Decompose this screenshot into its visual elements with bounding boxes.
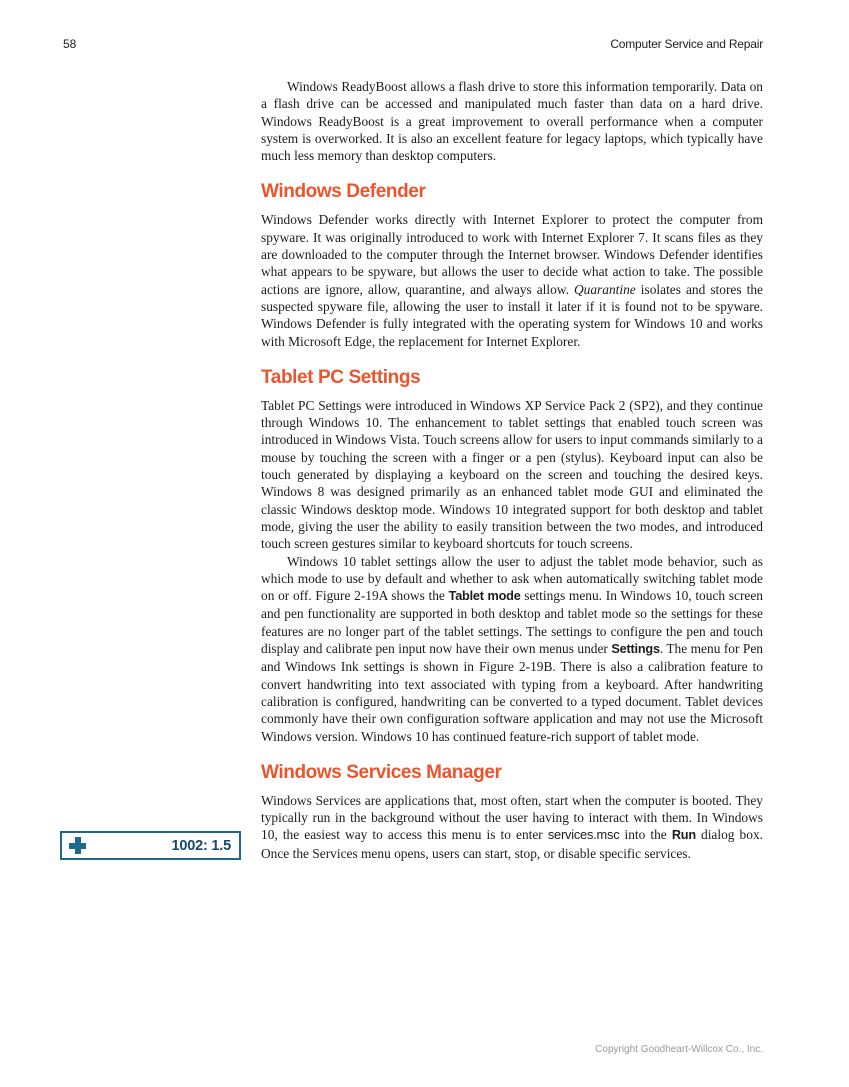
heading-windows-services-manager: Windows Services Manager: [261, 761, 502, 783]
paragraph-windows-defender: Windows Defender works directly with Internet Explorer to protect the computer from spyware. It was originally introduced to work with Internet Explorer 7. It scans files as they are downloaded to the computer through the Internet browser. Windows Defender identifies what appears to be spyware, but allows the user to decide what action to take. The possible actions are ignore, allow, quarantine, and always allow. Quarantine isolates and stores the suspected spyware file, allowing the user to install it later if it is found not to be spyware. Windows Defender is fully integrated with the operating system for Windows 10 and works with Microsoft Edge, the replacement for Internet Explorer.: [261, 212, 763, 349]
heading-tablet-pc-settings: Tablet PC Settings: [261, 366, 421, 388]
paragraph-tablet-settings-1: Tablet PC Settings were introduced in Windows XP Service Pack 2 (SP2), and they continue through Windows 10. The enhancement to tablet settings that enabled touch screen was introduced in Windows Vista. Touch screens allow for users to input commands similarly to a mouse by touching the screen with a finger or a pen (stylus). Keyboard input can also be touch generated by displaying a keyboard on the screen and touching the desired keys. Windows 8 was designed primarily as an enhanced tablet mode GUI and eliminated the classic Windows desktop mode. Windows 10 integrated support for both desktop and tablet mode, giving the user the ability to easily transition between the two modes, and introduced touch screen gestures similar to keyboard shortcuts for touch screens.: [261, 397, 763, 552]
running-head: Computer Service and Repair: [610, 37, 763, 51]
certification-objective-label: 1002: 1.5: [171, 837, 231, 854]
plus-icon: [69, 837, 86, 854]
heading-windows-defender: Windows Defender: [261, 181, 426, 203]
copyright-footer: Copyright Goodheart-Willcox Co., Inc.: [595, 1044, 763, 1055]
paragraph-tablet-settings-2: Windows 10 tablet settings allow the user to adjust the tablet mode behavior, such as which mode to use by default and whether to ask when automatically switching tablet mode on or off. Figure 2-19A shows the Tablet mode settings menu. In Windows 10, touch screen and pen functionality are supported in both desktop and tablet mode so the settings for these features are no longer part of the tablet settings. The settings to configure the pen and touch display and calibrate pen input now have their own menus under Settings. The menu for Pen and Windows Ink settings is shown in Figure 2-19B. There is also a calibration feature to convert handwriting into text associated with typing from a keyboard. After handwriting calibration is configured, handwriting can be converted to a typed document. Tablet devices commonly have their own configuration software application and may not use the Microsoft Windows version. Windows 10 has continued feature-rich support of tablet mode.: [261, 553, 764, 744]
main-text-column: [261, 78, 763, 862]
page-number: 58: [63, 37, 77, 51]
paragraph-readyboost: Windows ReadyBoost allows a flash drive to store this information temporarily. Data on a flash drive can be accessed and manipulated much faster than data on a hard drive. Windows ReadyBoost is a great improvement to overall performance when a computer system is overworked. It is also an excellent feature for legacy laptops, which typically have much less memory than desktop computers.: [261, 79, 763, 164]
certification-objective-badge: [60, 831, 241, 860]
page-header: [63, 37, 763, 51]
paragraph-windows-services: Windows Services are applications that, most often, start when the computer is booted. They typically run in the background without the user having to interact with them. In Windows 10, the easiest way to access this menu is to enter services.msc into the Run dialog box. Once the Services menu opens, users can start, stop, or disable specific services.: [261, 792, 763, 861]
